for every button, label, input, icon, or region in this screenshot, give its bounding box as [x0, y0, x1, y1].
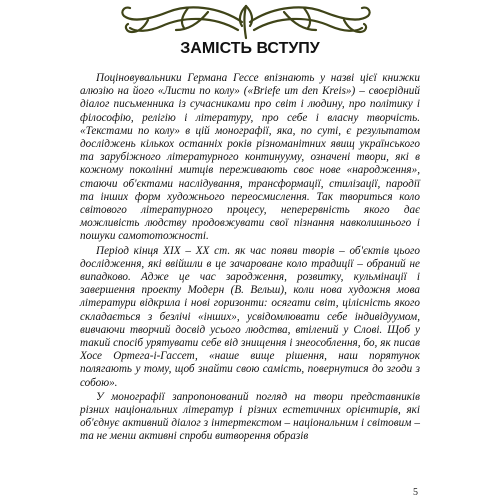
body-text	[80, 72, 420, 445]
page-number: 5	[413, 487, 418, 498]
paragraph-3: У монографії запропонований погляд на твори представників різних національних літератур і різних естетичних орієнтирів, які об'єднує активний діалог з інтертекстом – національним і світовим – та не менш активні спроби витворення образів	[80, 390, 420, 443]
paragraph-2: Період кінця XIX – XX ст. як час появи творів – об'єктів цього дослідження, які ввійшли в це зачароване коло традиції – обраний не випадково. Адже це час зародження, розвитку, кульмінації і завершення проекту Модерн (В. Вельш), коли нова художня мова літератури відкрила і нові горизонти: осягати світ, цілісність якого складається з безлічі «інших», усвідомлювати себе індивідуумом, вивчаючи творчий досвід усього людства, втілений у Слові. Щоб у такий спосіб урятувати себе від знищення і знеособлення, бо, як писав Хосе Ортега-і-Гассет, «наше вище рішення, наш порятунок полягають у тому, щоб знайти свою самість, повернутися до згоди з собою».	[80, 244, 420, 389]
section-title: ЗАМІСТЬ ВСТУПУ	[180, 40, 320, 57]
paragraph-1: Поціновувальники Германа Гессе впізнають у назві цієї книжки алюзію на його «Листи по колу» («Briefe um den Kreis») – своєрідний діалог письменника із сучасниками про світ і людину, про політику і філософію, релігію і літературу, про себе і власну творчість. «Текстами по колу» в цій монографії, яка, по суті, є результатом досліджень кількох останніх років різноманітних явищ українського та зарубіжного літературного континууму, означені твори, які в кожному поколінні митців переживають своє нове «народження», стаючи об'єктами наслідування, трансформації, стилізації, пародії та інших форм художнього переосмислення. Так твориться коло світового літературного процесу, неперервність якого дає можливість людству продовжувати свої пізнання навколишнього і пошуки самототожності.	[80, 72, 420, 243]
decorative-swirl-ornament	[118, 2, 374, 40]
